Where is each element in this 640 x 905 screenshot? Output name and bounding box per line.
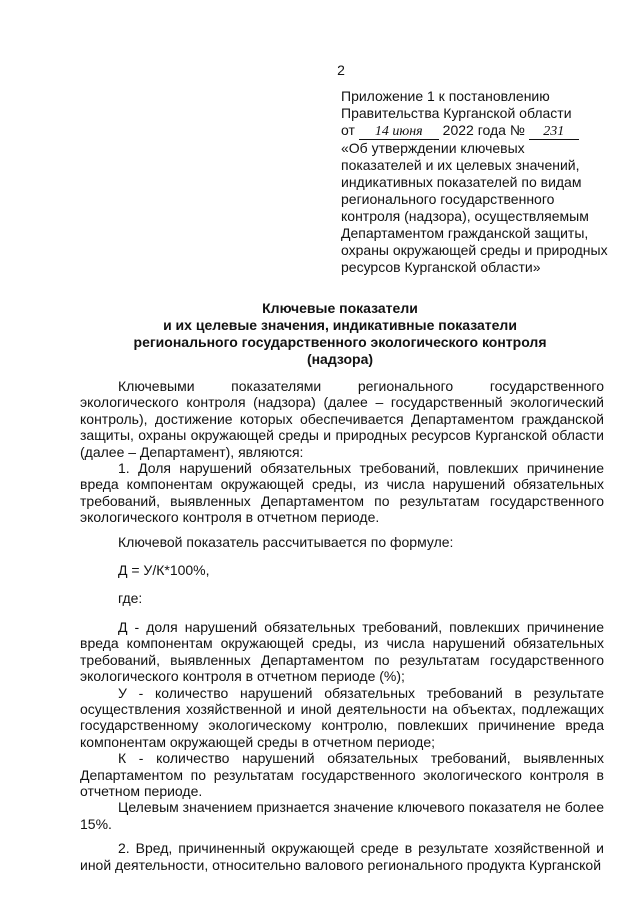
paragraph-indicator-2: 2. Вред, причиненный окружающей среде в результате хозяйственной и иной деятельности, относительно валового регионального продукта Курганской xyxy=(80,840,604,873)
appendix-title-line: индикативных показателей по видам xyxy=(341,174,582,190)
paragraph-where: где: xyxy=(118,590,143,607)
year-text: 2022 года № xyxy=(442,122,525,138)
appendix-title-line: «Об утверждении ключевых xyxy=(341,140,525,156)
document-heading xyxy=(60,300,620,368)
heading-line: и их целевые значения, индикативные показатели xyxy=(163,317,517,333)
paragraph-target-value: Целевым значением признается значение ключевого показателя не более 15%. xyxy=(80,799,604,832)
appendix-title-line: показателей и их целевых значений, xyxy=(341,157,580,173)
heading-line: (надзора) xyxy=(306,351,374,367)
appendix-date-line xyxy=(341,122,601,140)
page-number: 2 xyxy=(337,62,345,78)
appendix-line: Приложение 1 к постановлению xyxy=(341,88,550,104)
formula: Д = У/К*100%, xyxy=(118,562,210,579)
appendix-title-line: ресурсов Курганской области» xyxy=(341,259,541,275)
appendix-title-line: охраны окружающей среды и природных xyxy=(341,242,608,258)
date-prefix: от xyxy=(341,122,355,138)
handwritten-number: 231 xyxy=(529,125,579,140)
definition-u: У - количество нарушений обязательных требований в результате осуществления хозяйственной и иной деятельности на объектах, подлежащих государственному экологическому контролю, повлекших причинение вреда компонентам окружающей среды в отчетном периоде; xyxy=(80,684,604,750)
definition-d: Д - доля нарушений обязательных требований, повлекших причинение вреда компонентам окружающей среды, из числа нарушений обязательных требований, выявленных Департаментом по результатам государственного экологического контроля в отчетном периоде (%); xyxy=(80,618,604,685)
appendix-title-line: Департаментом гражданской защиты, xyxy=(341,225,589,241)
paragraph-formula-intro: Ключевой показатель рассчитывается по формуле: xyxy=(118,533,454,550)
paragraph-intro: Ключевыми показателями регионального государственного экологического контроля (надзора) (далее – государственный экологический контроль), достижение которых обеспечивается Департаментом гражданской защиты, охраны окружающей среды и природных ресурсов Курганской области (далее – Департамент), являются: xyxy=(80,378,604,460)
appendix-title-line: контроля (надзора), осуществляемым xyxy=(341,208,589,224)
definition-k: К - количество нарушений обязательных требований, выявленных Департаментом по результатам государственного экологического контроля в отчетном периоде. xyxy=(80,750,604,799)
appendix-block xyxy=(341,88,608,276)
document-body xyxy=(80,378,604,873)
appendix-line: Правительства Курганской области xyxy=(341,105,572,121)
heading-line: регионального государственного экологического контроля xyxy=(133,334,547,350)
paragraph-indicator-1: 1. Доля нарушений обязательных требований, повлекших причинение вреда компонентам окружающей среды, из числа нарушений обязательных требований, выявленных Департаментом по результатам государственного экологического контроля в отчетном периоде. xyxy=(80,460,604,526)
appendix-title-line: регионального государственного xyxy=(341,191,555,207)
handwritten-date: 14 июня xyxy=(359,125,439,140)
heading-line: Ключевые показатели xyxy=(262,300,418,316)
